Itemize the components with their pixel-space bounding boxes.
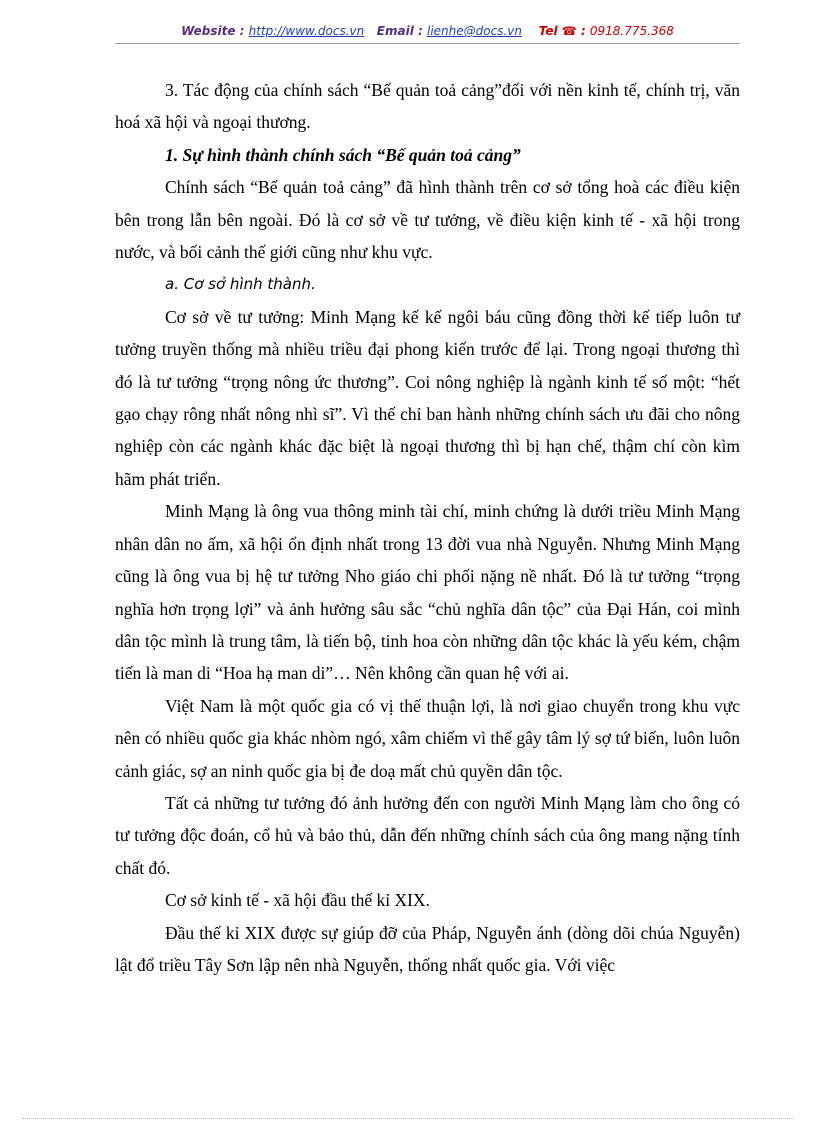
- body-paragraph: Đầu thế kỉ XIX được sự giúp đỡ của Pháp, Nguyễn ánh (dòng dõi chúa Nguyễn) lật đổ triều Tây Sơn lập nên nhà Nguyễn, thống nhất quốc gia. Với việc: [115, 922, 740, 975]
- body-paragraph: Chính sách “Bế quản toả cảng” đã hình thành trên cơ sở tổng hoà các điều kiện bên trong lẫn bên ngoài. Đó là cơ sở về tư tưởng, về điều kiện kinh tế - xã hội trong nước, và bối cảnh thế giới cũng như khu vực.: [115, 177, 740, 263]
- page-header: [115, 24, 740, 38]
- body-paragraph: Cơ sở kinh tế - xã hội đầu thế kỉ XIX.: [165, 890, 430, 911]
- body-paragraph: Cơ sở về tư tưởng: Minh Mạng kế kế ngôi báu cũng đồng thời kế tiếp luôn tư tưởng truyền thống mà nhiều triều đại phong kiến trước để lại. Trong ngoại thương thì đó là tư tưởng “trọng nông ức thương”. Coi nông nghiệp là ngành kinh tế số một: “hết gạo chạy rông nhất nông nhì sĩ”. Vì thế chỉ ban hành những chính sách ưu đãi cho nông nghiệp còn các ngành khác đặc biệt là ngoại thương thì bị hạn chế, thậm chí còn kìm hãm phát triển.: [115, 306, 740, 489]
- header-divider: [115, 43, 740, 44]
- website-label: Website :: [181, 24, 245, 38]
- document-body: [115, 74, 740, 981]
- subsection-heading-1: 1. Sự hình thành chính sách “Bế quản toả cảng”: [165, 144, 521, 165]
- body-paragraph: Tất cả những tư tưởng đó ảnh hưởng đến con người Minh Mạng làm cho ông có tư tưởng độc đoán, cổ hủ và bảo thủ, dẫn đến những chính sách của ông mang nặng tính chất đó.: [115, 792, 740, 878]
- email-label: Email :: [376, 24, 423, 38]
- body-paragraph: Minh Mạng là ông vua thông minh tài chí, minh chứng là dưới triều Minh Mạng nhân dân no ấm, xã hội ổn định nhất trong 13 đời vua nhà Nguyễn. Nhưng Minh Mạng cũng là ông vua bị hệ tư tưởng Nho giáo chi phối nặng nề nhất. Đó là tư tưởng “trọng nghĩa hơn trọng lợi” và ảnh hưởng sâu sắc “chủ nghĩa dân tộc” của Đại Hán, coi mình dân tộc mình là trung tâm, là tiến bộ, tinh hoa còn những dân tộc khác là yếu kém, chậm tiến là man di “Hoa hạ man di”… Nên không cần quan hệ với ai.: [115, 501, 740, 684]
- tel-label: Tel ☎ :: [538, 24, 586, 38]
- email-link[interactable]: lienhe@docs.vn: [426, 24, 522, 38]
- tel-number: 0918.775.368: [589, 24, 674, 38]
- website-link[interactable]: http://www.docs.vn: [248, 24, 365, 38]
- section-heading-3: 3. Tác động của chính sách “Bế quản toả cảng”đối với nền kinh tế, chính trị, văn hoá xã hội và ngoại thương.: [115, 80, 740, 133]
- body-paragraph: Việt Nam là một quốc gia có vị thế thuận lợi, là nơi giao chuyển trong khu vực nên có nhiều quốc gia khác nhòm ngó, xâm chiếm vì thế gây tâm lý sợ tứ biến, luôn luôn cảnh giác, sợ an ninh quốc gia bị đe doạ mất chủ quyền dân tộc.: [115, 695, 740, 781]
- footer-divider: [22, 1118, 794, 1119]
- subsection-heading-a: a. Cơ sở hình thành.: [165, 275, 316, 294]
